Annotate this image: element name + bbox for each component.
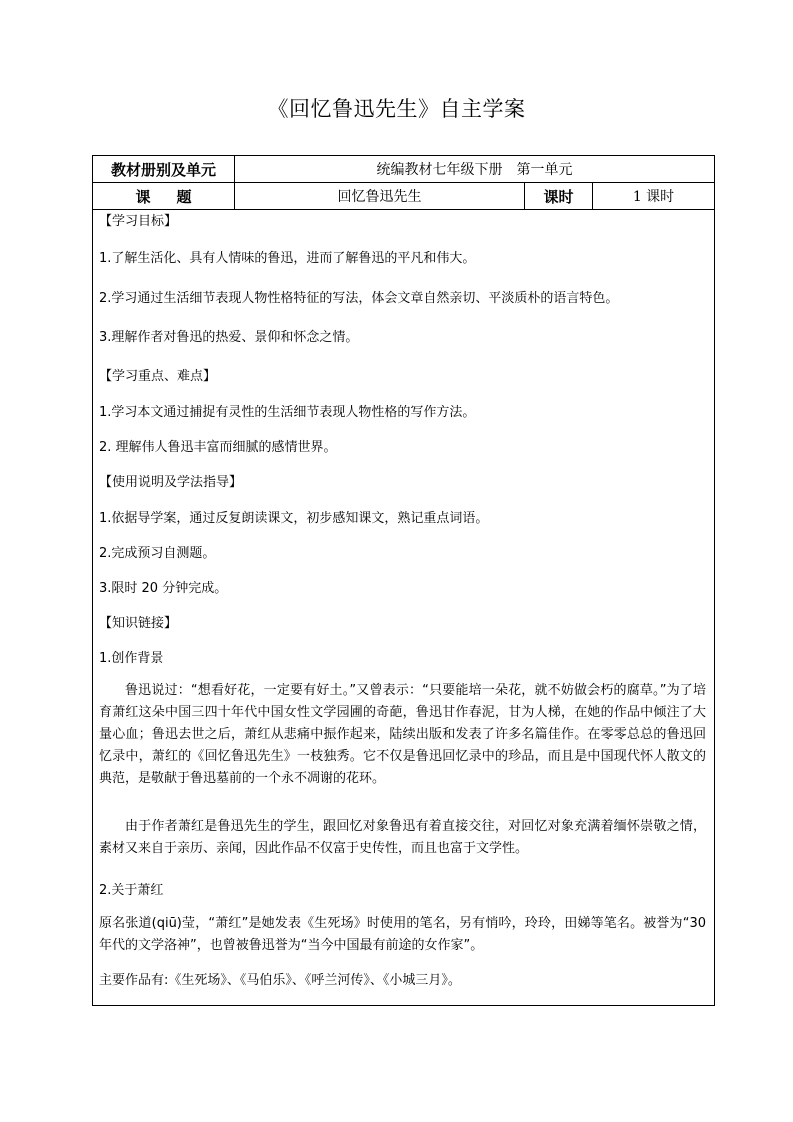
section-heading-goals: 【学习目标】 — [99, 214, 178, 229]
header-row-topic — [93, 183, 714, 210]
section-heading-key-points: 【学习重点、难点】 — [99, 369, 217, 384]
background-paragraph: 鲁迅说过：“想看好花，一定要有好土。”又曾表示：“只要能培一朵花，就不妨做会朽的腐草。”为了培育萧红这朵中国三四十年代中国女性文学园圃的奇葩，鲁迅甘作春泥，甘为人梯，在她的作品中倾注了大量心血；鲁迅去世之后，萧红从悲痛中振作起来，陆续出版和发表了许多名篇佳作。在零零总总的鲁迅回忆录中，萧红的《回忆鲁迅先生》一枝独秀。它不仅是鲁迅回忆录中的珍品，而且是中国现代怀人散文的典范，是敬献于鲁迅墓前的一个永不凋谢的花环。 — [99, 683, 706, 786]
key-point-item: 1.学习本文通过捕捉有灵性的生活细节表现人物性格的写作方法。 — [99, 405, 476, 420]
hours-value: 1 课时 — [632, 189, 675, 205]
subheading-about-author: 2.关于萧红 — [99, 883, 164, 898]
goal-item: 2.学习通过生活细节表现人物性格特征的写法，体会文章自然亲切、平淡质朴的语言特色。 — [99, 291, 619, 306]
section-heading-guide: 【使用说明及学法指导】 — [99, 475, 243, 490]
goal-item: 1.了解生活化、具有人情味的鲁迅，进而了解鲁迅的平凡和伟大。 — [99, 251, 476, 266]
section-heading-knowledge: 【知识链接】 — [99, 616, 178, 631]
study-plan-table — [92, 155, 715, 1006]
subheading-background: 1.创作背景 — [99, 651, 164, 666]
guide-item: 1.依据导学案，通过反复朗读课文，初步感知课文，熟记重点词语。 — [99, 511, 489, 526]
key-point-item: 2. 理解伟人鲁迅丰富而细腻的感情世界。 — [99, 440, 337, 455]
works-list: 主要作品有:《生死场》、《马伯乐》、《呼兰河传》、《小城三月》。 — [99, 973, 461, 988]
header-row-textbook — [93, 156, 714, 183]
goal-item: 3.理解作者对鲁迅的热爱、景仰和怀念之情。 — [99, 330, 359, 345]
topic-label: 课题 — [93, 183, 235, 209]
background-paragraph: 由于作者萧红是鲁迅先生的学生，跟回忆对象鲁迅有着直接交往，对回忆对象充满着缅怀崇敬之情，素材又来自于亲历、亲闻，因此作品不仅富于史传性，而且也富于文学性。 — [99, 819, 706, 856]
guide-item: 2.完成预习自测题。 — [99, 546, 216, 561]
author-paragraph: 原名张道(qiū)莹，“萧红”是她发表《生死场》时使用的笔名，另有悄吟，玲玲，田娣等笔名。被誉为“30 年代的文学洛神”，也曾被鲁迅誉为“当今中国最有前途的女作家”。 — [99, 916, 706, 953]
hours-label: 课时 — [525, 183, 593, 209]
textbook-value: 统编教材七年级下册 第一单元 — [376, 162, 573, 178]
textbook-label: 教材册别及单元 — [93, 156, 235, 182]
content-area — [93, 210, 714, 1005]
topic-value: 回忆鲁迅先生 — [235, 183, 525, 209]
page-title: 《回忆鲁迅先生》自主学案 — [267, 97, 526, 121]
guide-item: 3.限时 20 分钟完成。 — [99, 581, 228, 596]
